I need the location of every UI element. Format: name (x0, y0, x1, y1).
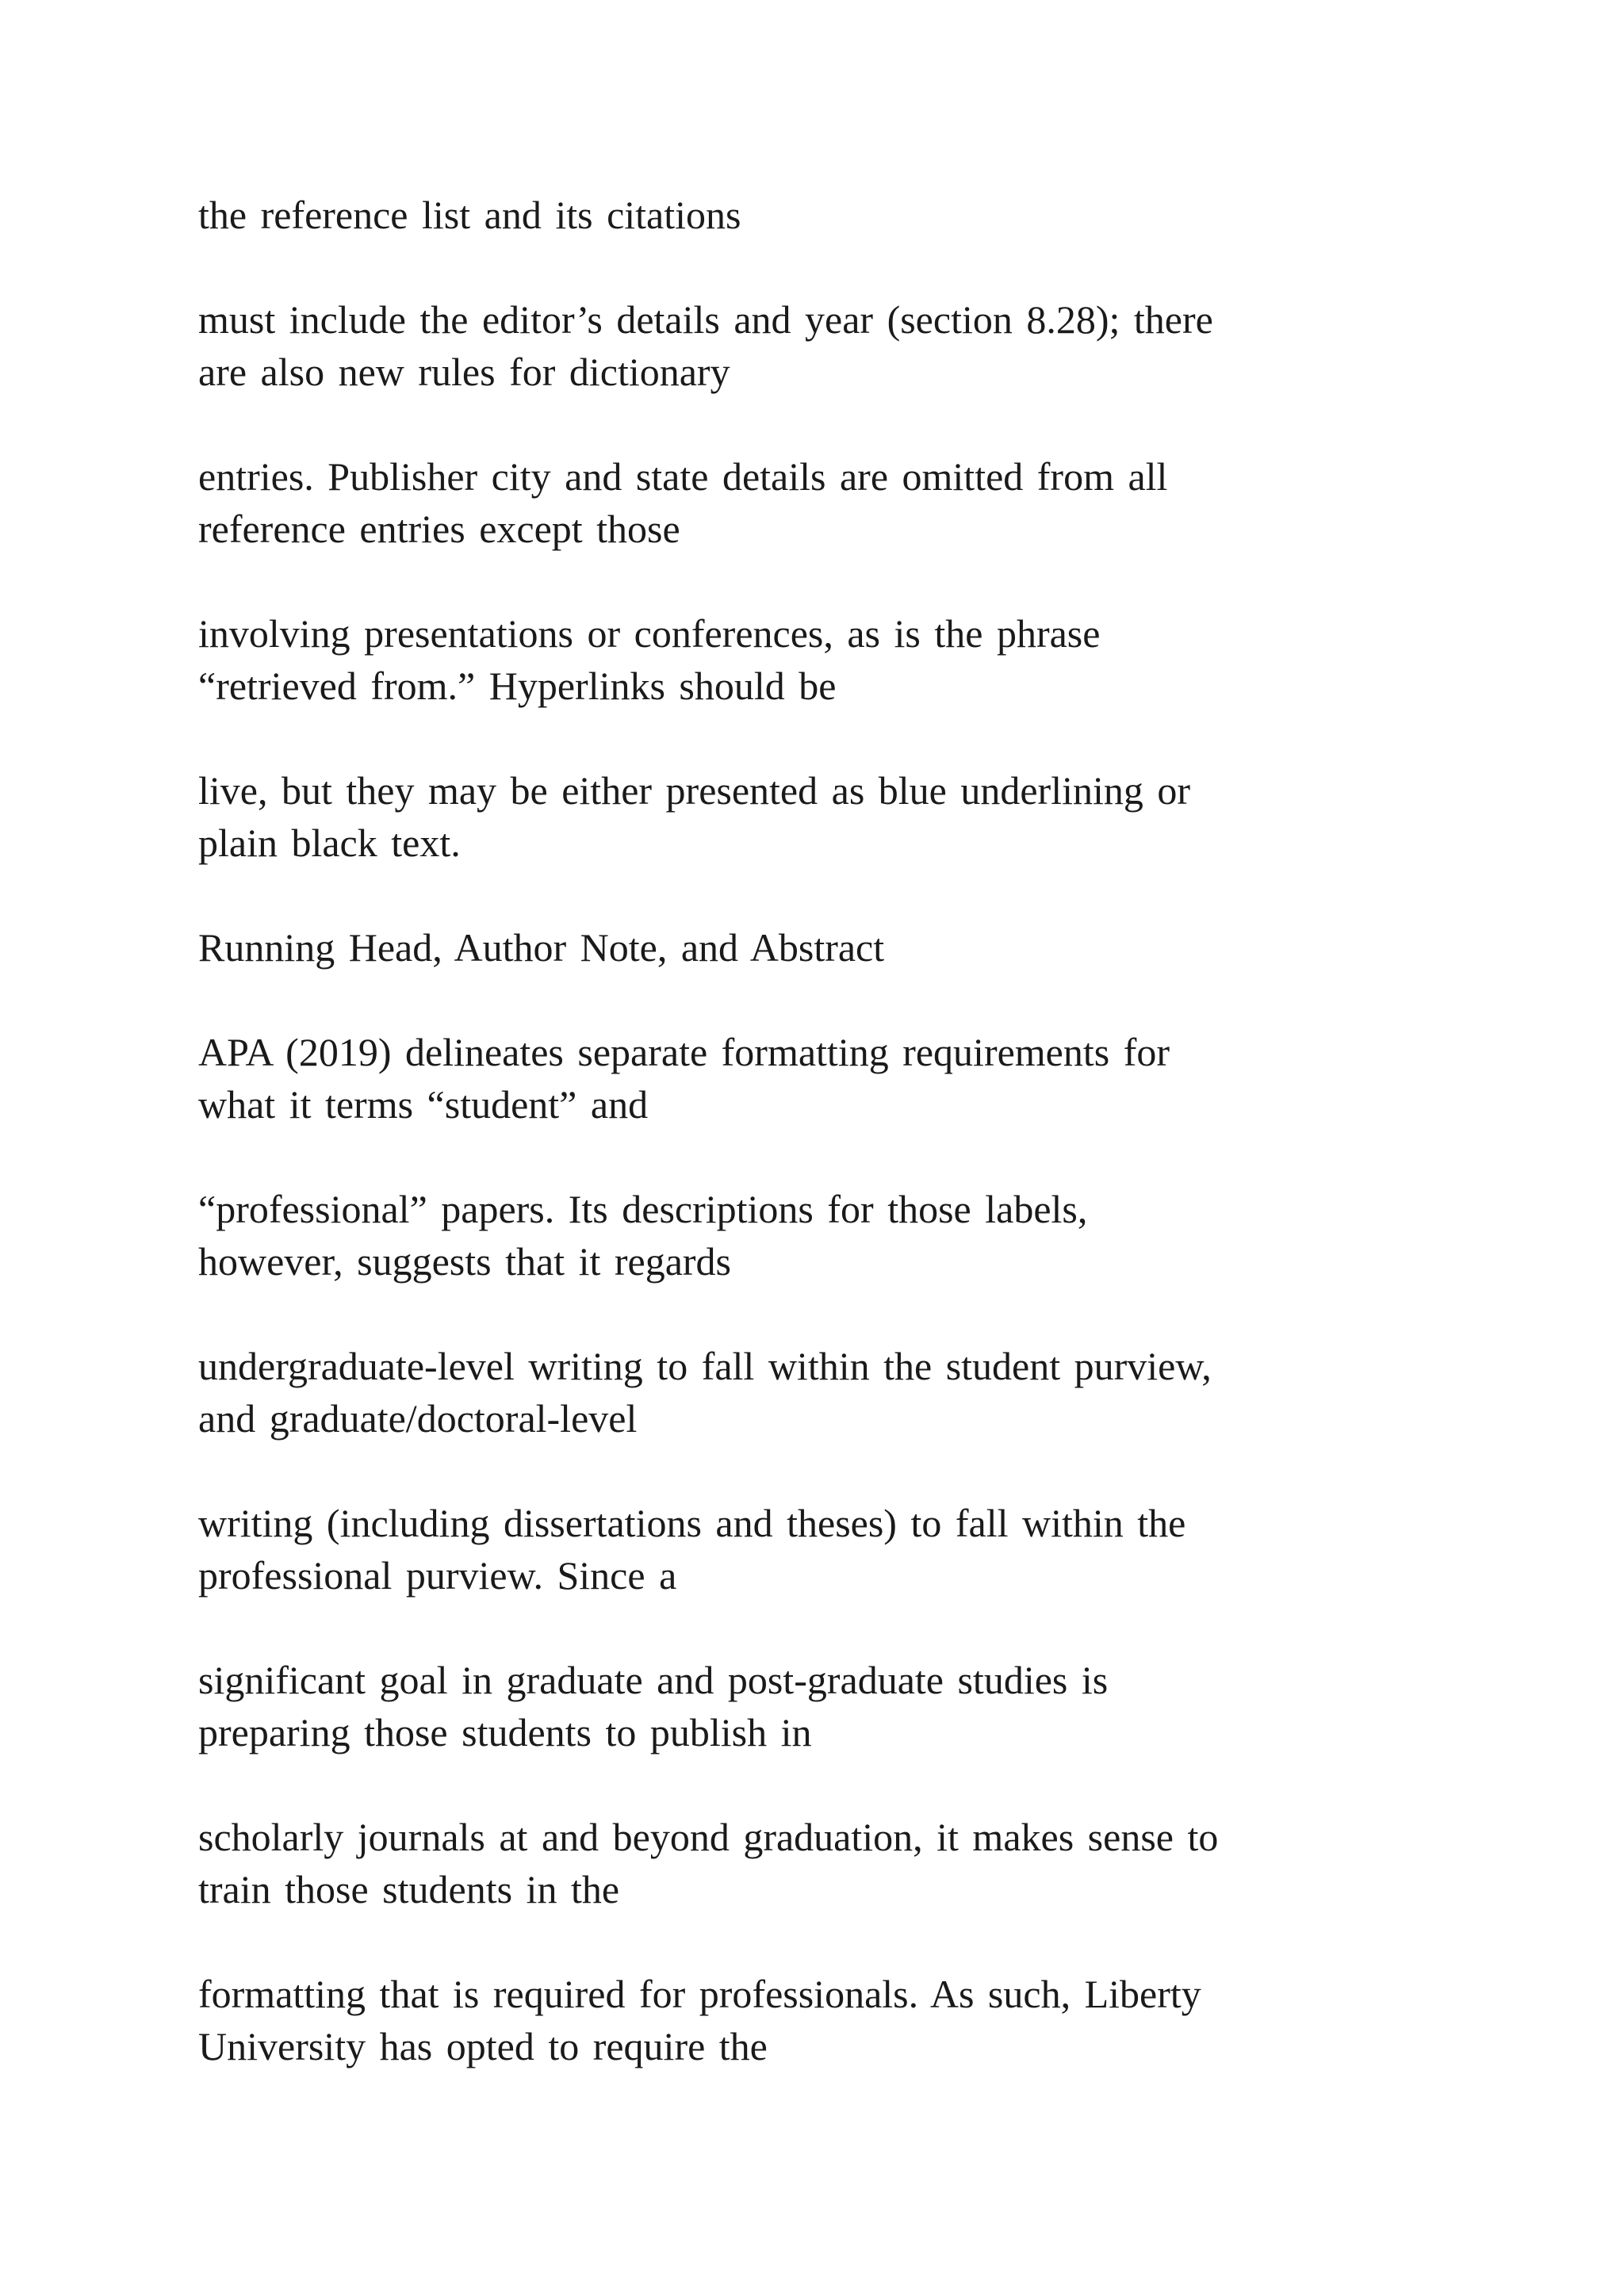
text-line: must include the editor’s details and year (section 8.28); there (198, 297, 1213, 342)
paragraph (198, 1340, 1435, 1445)
text-line: University has opted to require the (198, 2024, 768, 2068)
paragraph (198, 189, 1435, 241)
document-body (198, 189, 1435, 2125)
section-heading (198, 921, 1435, 974)
text-line: live, but they may be either presented as blue underlining or (198, 768, 1191, 813)
paragraph (198, 764, 1435, 869)
text-line: plain black text. (198, 821, 461, 865)
paragraph (198, 1183, 1435, 1288)
text-line: the reference list and its citations (198, 193, 741, 237)
text-line: however, suggests that it regards (198, 1239, 732, 1284)
text-line: undergraduate-level writing to fall within the student purview, (198, 1344, 1212, 1388)
paragraph (198, 1497, 1435, 1601)
text-line: are also new rules for dictionary (198, 350, 730, 394)
paragraph (198, 450, 1435, 555)
text-line: involving presentations or conferences, as is the phrase (198, 611, 1101, 656)
text-line: train those students in the (198, 1867, 620, 1911)
heading-text: Running Head, Author Note, and Abstract (198, 925, 885, 970)
text-line: significant goal in graduate and post-graduate studies is (198, 1658, 1109, 1702)
text-line: entries. Publisher city and state details are omitted from all (198, 454, 1168, 499)
text-line: what it terms “student” and (198, 1082, 649, 1127)
paragraph (198, 1968, 1435, 2072)
text-line: “retrieved from.” Hyperlinks should be (198, 664, 837, 708)
text-line: and graduate/doctoral-level (198, 1396, 638, 1441)
text-line: “professional” papers. Its descriptions for those labels, (198, 1187, 1088, 1231)
paragraph (198, 607, 1435, 712)
text-line: professional purview. Since a (198, 1553, 677, 1598)
paragraph (198, 1026, 1435, 1131)
text-line: APA (2019) delineates separate formatting requirements for (198, 1030, 1170, 1074)
text-line: scholarly journals at and beyond graduation, it makes sense to (198, 1815, 1219, 1859)
paragraph (198, 293, 1435, 398)
paragraph (198, 1811, 1435, 1915)
text-line: reference entries except those (198, 507, 680, 551)
text-line: preparing those students to publish in (198, 1710, 812, 1755)
paragraph (198, 1654, 1435, 1758)
text-line: formatting that is required for professionals. As such, Liberty (198, 1972, 1201, 2016)
text-line: writing (including dissertations and theses) to fall within the (198, 1501, 1186, 1545)
